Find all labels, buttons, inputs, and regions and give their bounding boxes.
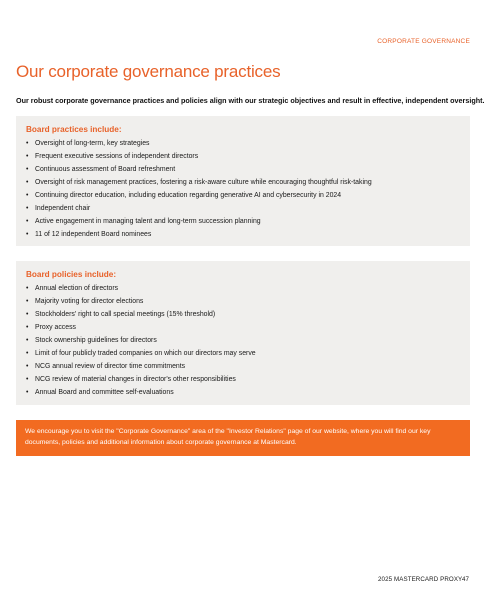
board-policies-list	[26, 282, 460, 399]
board-policies-heading: Board policies include:	[26, 270, 117, 279]
page-number: 47	[462, 576, 469, 583]
board-practices-heading: Board practices include:	[26, 125, 122, 134]
list-item: • Oversight of risk management practices, fostering a risk-aware culture while encouraging thoughtful risk-taking	[26, 176, 460, 189]
list-item: • Oversight of long-term, key strategies	[26, 137, 460, 150]
list-item: • Stockholders' right to call special meetings (15% threshold)	[26, 308, 460, 321]
list-item: • NCG annual review of director time commitments	[26, 360, 460, 373]
list-item: • Annual Board and committee self-evaluations	[26, 386, 460, 399]
section-tag: CORPORATE GOVERNANCE	[377, 38, 470, 45]
list-item: • Majority voting for director elections	[26, 295, 460, 308]
list-item: • NCG review of material changes in director's other responsibilities	[26, 373, 460, 386]
list-item: • Continuing director education, including education regarding generative AI and cybersecurity in 2024	[26, 189, 460, 202]
board-practices-list	[26, 137, 460, 241]
board-policies-panel	[16, 261, 470, 405]
list-item: • Annual election of directors	[26, 282, 460, 295]
board-practices-panel	[16, 116, 470, 246]
list-item: • Frequent executive sessions of independent directors	[26, 150, 460, 163]
list-item: • Proxy access	[26, 321, 460, 334]
footer-document-title: 2025 MASTERCARD PROXY	[378, 576, 463, 583]
list-item: • Continuous assessment of Board refreshment	[26, 163, 460, 176]
page-title: Our corporate governance practices	[16, 62, 281, 81]
list-item: • Stock ownership guidelines for directors	[26, 334, 460, 347]
website-notice-banner: We encourage you to visit the "Corporate Governance" area of the "Investor Relations" page of our website, where you will find our key documents, policies and additional information about corporate governance at Mastercard.	[16, 420, 470, 456]
list-item: • 11 of 12 independent Board nominees	[26, 228, 460, 241]
list-item: • Active engagement in managing talent and long-term succession planning	[26, 215, 460, 228]
list-item: • Limit of four publicly traded companies on which our directors may serve	[26, 347, 460, 360]
intro-paragraph: Our robust corporate governance practices and policies align with our strategic objectives and result in effective, independent oversight.	[16, 96, 485, 105]
list-item: • Independent chair	[26, 202, 460, 215]
